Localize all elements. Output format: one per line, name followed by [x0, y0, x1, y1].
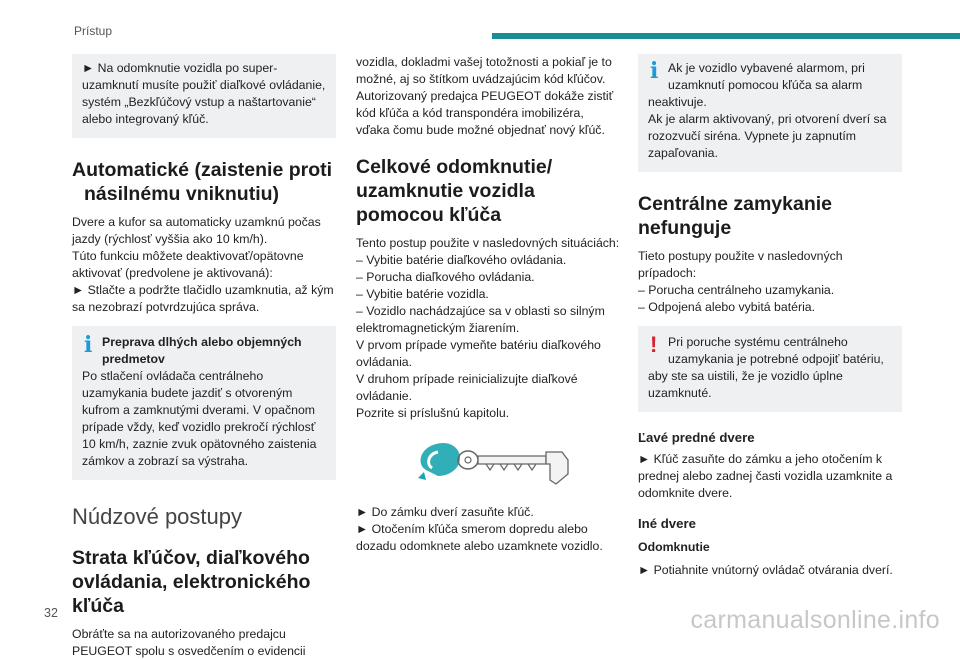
left-door-text: ► Kľúč zasuňte do zámku a jeho otočením k prednej alebo zadnej časti vozidla uzamknite a odomknite dvere.	[638, 452, 893, 500]
total-line-3: – Porucha diaľkového ovládania.	[356, 270, 535, 284]
heading-emergency: Núdzové postupy	[72, 504, 242, 529]
central-line-1: Tieto postupy použite v nasledovných prípadoch:	[638, 249, 843, 280]
continued-text: vozidla, dokladmi vašej totožnosti a pokiaľ je to možné, aj so štítkom uvádzajúcim kód kľúčov. Autorizovaný predajca PEUGEOT dokáže zistiť kód kľúča a kód transpondéra imobilizéra, vďaka čomu bude možné objednať nový kľúč.	[356, 55, 614, 137]
info-box-alarm	[638, 54, 902, 172]
heading-other-doors: Iné dvere	[638, 516, 696, 531]
total-line-1: Tento postup použite v nasledovných situáciách:	[356, 236, 620, 250]
total-line-8: Pozrite si príslušnú kapitolu.	[356, 406, 510, 420]
warning-box-battery	[638, 326, 902, 412]
warning-box-text: Pri poruche systému centrálneho uzamykania je potrebné odpojiť batériu, aby ste sa uistili, že je vozidlo úplne uzamknuté.	[648, 335, 884, 400]
accent-bar	[492, 33, 960, 39]
info-icon: i	[650, 58, 659, 84]
total-line-7: V druhom prípade reinicializujte diaľkové ovládanie.	[356, 372, 578, 403]
column-3	[638, 54, 902, 579]
watermark: carmanualsonline.info	[690, 606, 940, 634]
page-header: Prístup	[74, 24, 113, 38]
lost-keys-text: Obráťte sa na autorizovaného predajcu PEUGEOT spolu s osvedčením o evidencii	[72, 627, 306, 658]
total-line-4: – Vybitie batérie vozidla.	[356, 287, 489, 301]
alarm-text-2: Ak je alarm aktivovaný, pri otvorení dverí sa rozozvučí siréna. Vypnete ju zapnutím zapaľovania.	[648, 112, 887, 160]
auto-text-1: Dvere a kufor sa automaticky uzamknú počas jazdy (rýchlosť vyššia ako 10 km/h).	[72, 215, 321, 246]
warning-icon: !	[650, 332, 658, 357]
page-number: 32	[44, 606, 58, 620]
auto-text-3: ► Stlačte a podržte tlačidlo uzamknutia, až kým sa nezobrazí potvrdzujúca správa.	[72, 283, 334, 314]
column-1	[72, 54, 336, 660]
info-icon: i	[84, 332, 93, 358]
note-box-superlock	[72, 54, 336, 138]
column-2	[356, 54, 620, 555]
heading-central-lock-fail: Centrálne zamykanie nefunguje	[638, 193, 833, 239]
alarm-text-1: Ak je vozidlo vybavené alarmom, pri uzamknutí pomocou kľúča sa alarm neaktivuje.	[648, 61, 865, 109]
heading-lost-keys: Strata kľúčov, diaľkového ovládania, elektronického kľúča	[72, 547, 311, 617]
step-turn-key: ► Otočením kľúča smerom dopredu alebo dozadu odomknete alebo uzamknete vozidlo.	[356, 522, 603, 553]
total-line-5: – Vozidlo nachádzajúce sa v oblasti so silným elektromagnetickým žiarením.	[356, 304, 605, 335]
heading-automatic-lock: Automatické (zaistenie proti násilnému vniknutiu)	[72, 159, 333, 205]
unlock-text: ► Potiahnite vnútorný ovládač otvárania dverí.	[638, 563, 893, 577]
auto-text-2: Túto funkciu môžete deaktivovať/opätovne aktivovať (predvolene je aktivovaná):	[72, 249, 304, 280]
info-box-title: Preprava dlhých alebo objemných predmetov	[102, 335, 302, 366]
note-superlock-text: ► Na odomknutie vozidla po super-uzamknutí musíte použiť diaľkové ovládanie, systém „Bezkľúčový vstup a naštartovanie“ alebo integrovaný kľúč.	[82, 61, 326, 126]
heading-unlock: Odomknutie	[638, 540, 710, 554]
key-in-lock-icon	[406, 434, 576, 492]
total-line-6: V prvom prípade vymeňte batériu diaľkového ovládania.	[356, 338, 601, 369]
info-box-text: Po stlačení ovládača centrálneho uzamykania budete jazdiť s otvoreným kufrom a zamknutými dverami. V opačnom prípade vždy, keď vozidlo prekročí rýchlosť 10 km/h, zaznie zvuk opätovného zaistenia zámkov a zobrazí sa výstraha.	[82, 369, 317, 468]
step-insert-key: ► Do zámku dverí zasuňte kľúč.	[356, 505, 534, 519]
central-line-2: – Porucha centrálneho uzamykania.	[638, 283, 835, 297]
total-line-2: – Vybitie batérie diaľkového ovládania.	[356, 253, 567, 267]
info-box-transport	[72, 326, 336, 480]
central-line-3: – Odpojená alebo vybitá batéria.	[638, 300, 816, 314]
heading-total-unlock: Celkové odomknutie/ uzamknutie vozidla pomocou kľúča	[356, 156, 553, 226]
heading-left-front-door: Ľavé predné dvere	[638, 430, 755, 445]
